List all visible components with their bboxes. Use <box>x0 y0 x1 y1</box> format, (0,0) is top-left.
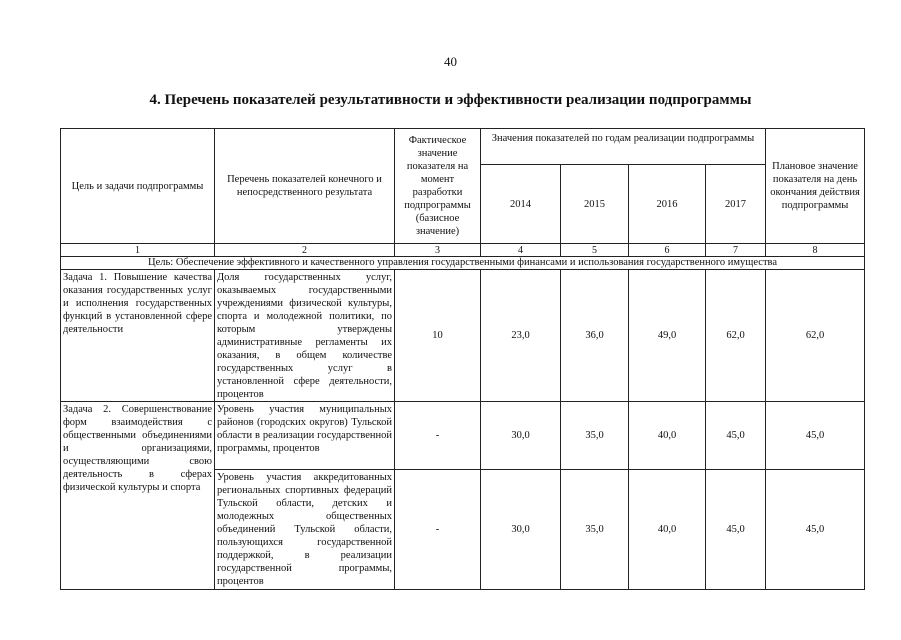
value-2014: 30,0 <box>481 470 561 590</box>
column-number: 1 <box>61 244 215 257</box>
value-2014: 30,0 <box>481 402 561 470</box>
column-number-row <box>61 244 865 257</box>
column-number: 7 <box>706 244 766 257</box>
base-value: - <box>395 402 481 470</box>
value-2016: 49,0 <box>629 270 706 402</box>
indicators-table <box>60 128 865 590</box>
header-plan-value: Плановое значение показателя на день окончания действия подпрограммы <box>766 129 865 244</box>
value-2014: 23,0 <box>481 270 561 402</box>
base-value: 10 <box>395 270 481 402</box>
column-number: 5 <box>561 244 629 257</box>
column-number: 8 <box>766 244 865 257</box>
header-year-2016: 2016 <box>629 165 706 244</box>
indicator-text: Уровень участия муниципальных районов (городских округов) Тульской области в реализации государственной программы, процентов <box>215 402 395 470</box>
table-row <box>61 402 865 470</box>
header-year-2015: 2015 <box>561 165 629 244</box>
header-year-2014: 2014 <box>481 165 561 244</box>
column-number: 3 <box>395 244 481 257</box>
header-row-1 <box>61 129 865 165</box>
table-row <box>61 270 865 402</box>
column-number: 6 <box>629 244 706 257</box>
header-years-group: Значения показателей по годам реализации подпрограммы <box>481 129 766 165</box>
value-2015: 35,0 <box>561 402 629 470</box>
value-2017: 62,0 <box>706 270 766 402</box>
task-1: Задача 1. Повышение качества оказания государственных услуг и исполнения государственных функций в установленной сфере деятельности <box>61 270 215 402</box>
goal-row <box>61 257 865 270</box>
value-2016: 40,0 <box>629 470 706 590</box>
value-2017: 45,0 <box>706 470 766 590</box>
header-indicators: Перечень показателей конечного и непосредственного результата <box>215 129 395 244</box>
indicator-text: Уровень участия аккредитованных региональных спортивных федераций Тульской области, детских и молодежных общественных объединений Тульской области, пользующихся государственной поддержкой, в реализации государственной программы, процентов <box>215 470 395 590</box>
column-number: 2 <box>215 244 395 257</box>
header-base-value: Фактическое значение показателя на момент разработки подпрограммы (базисное значение) <box>395 129 481 244</box>
value-2017: 45,0 <box>706 402 766 470</box>
header-goal-tasks: Цель и задачи подпрограммы <box>61 129 215 244</box>
plan-value: 45,0 <box>766 402 865 470</box>
base-value: - <box>395 470 481 590</box>
page-title: 4. Перечень показателей результативности и эффективности реализации подпрограммы <box>149 92 752 108</box>
task-2: Задача 2. Совершенствование форм взаимодействия с общественными объединениями и организациями, осуществляющими свою деятельность в сферах физической культуры и спорта <box>61 402 215 590</box>
goal-text: Цель: Обеспечение эффективного и качественного управления государственными финансами и использования государственного имущества <box>61 257 865 270</box>
indicator-text: Доля государственных услуг, оказываемых государственными учреждениями физической культуры, спорта и молодежной политики, по которым утверждены административные регламенты их оказания, в общем количестве государственных услуг в установленной сфере деятельности, процентов <box>215 270 395 402</box>
plan-value: 45,0 <box>766 470 865 590</box>
column-number: 4 <box>481 244 561 257</box>
value-2015: 35,0 <box>561 470 629 590</box>
plan-value: 62,0 <box>766 270 865 402</box>
value-2015: 36,0 <box>561 270 629 402</box>
header-year-2017: 2017 <box>706 165 766 244</box>
value-2016: 40,0 <box>629 402 706 470</box>
page-number: 40 <box>444 54 457 69</box>
